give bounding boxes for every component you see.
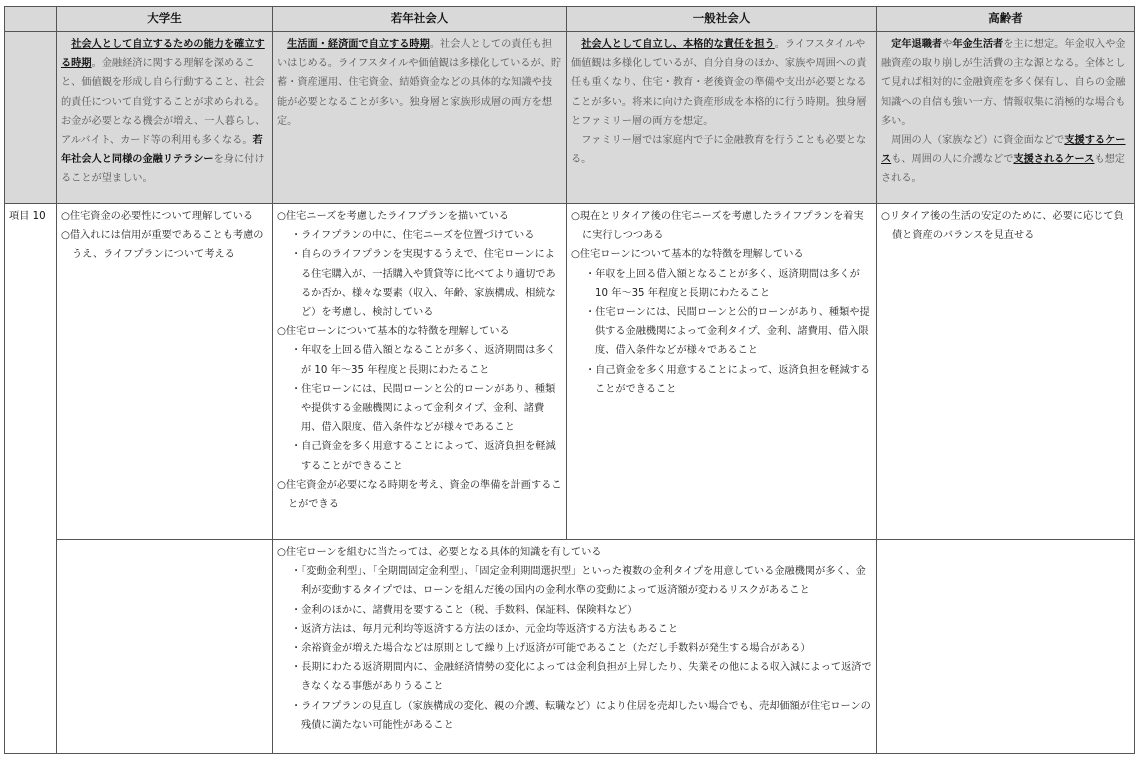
description-elderly-text bbox=[881, 35, 1130, 131]
loan-row-knowledge bbox=[273, 540, 877, 754]
description-young-body: 。社会人としての責任も担いはじめる。ライフスタイルや価値観は多様化しているが、貯蓄・資産運用、住宅資金、結婚資金などの具体的な知識や技能が必要となることが多い。独身層と家族形成層の両方を想定。 bbox=[277, 39, 562, 127]
item10-elderly bbox=[877, 204, 1135, 540]
description-general-worker bbox=[567, 32, 877, 204]
item10-student-item-2: ○借入れには信用が重要であることも考慮のうえ、ライフプランについて考える bbox=[61, 230, 264, 261]
description-young-text bbox=[277, 35, 562, 131]
description-elderly-support-1: 周囲の人（家族など）に資金面などで bbox=[891, 135, 1065, 147]
loan-sub-6: ・ライフプランの見直し（家族構成の変化、親の介護、転職など）により住居を売却したい場合でも、売却価額が住宅ローンの残債に満たない可能性があること bbox=[291, 700, 871, 731]
description-general-body: 。ライフスタイルや価値観は多様化しているが、自分自身のほか、家族や周囲への責任も重くなり、住宅・教育・老後資金の準備や支出が必要となることが多い。将来に向けた資産形成を本格的に行う時期。独身層とファミリー層の両方を想定。 bbox=[571, 39, 867, 127]
item10-elderly-item-1: ○リタイア後の生活の安定のために、必要に応じて負債と資産のバランスを見直せる bbox=[881, 211, 1124, 242]
item10-student-item-1: ○住宅資金の必要性について理解している bbox=[61, 211, 254, 222]
loan-row bbox=[5, 540, 1135, 754]
loan-sub-3: ・返済方法は、毎月元利均等返済する方法のほか、元金均等返済する方法もあること bbox=[291, 623, 679, 635]
item10-general-sub-3: ・自己資金を多く用意することによって、返済負担を軽減することができること bbox=[585, 364, 871, 395]
item10-young-sub-3: ・年収を上回る借入額となることが多く、返済期間は多くが 10 年～35 年程度と長期にわたること bbox=[291, 345, 556, 376]
description-student-body: 。金融経済に関する理解を深めること、価値観を形成し自ら行動すること、社会的責任について自覚することが求められる。お金が必要となる機会が増え、一人暮らし、アルバイト、カード等の利用も多くなる。 bbox=[61, 58, 266, 147]
description-elderly-emphasis-2: 支援されるケース bbox=[1013, 154, 1095, 166]
description-elderly bbox=[877, 32, 1135, 204]
description-student-emphasis: 社会人として自立するための能力を確立する時期 bbox=[61, 39, 265, 70]
item10-young-sub-1: ・ライフプランの中に、住宅ニーズを位置づけている bbox=[291, 230, 535, 242]
loan-sub-4: ・余裕資金が増えた場合などは原則として繰り上げ返済が可能であること（ただし手数料が発生する場合がある） bbox=[291, 643, 811, 655]
description-young-worker bbox=[273, 32, 567, 204]
loan-item-1: ○住宅ローンを組むに当たっては、必要となる具体的知識を有している bbox=[277, 547, 602, 558]
description-elderly-bold-2: 年金生活者 bbox=[952, 39, 1004, 50]
description-student-tail: を身に付けることが望ましい。 bbox=[61, 154, 265, 185]
item10-young-item-3: ○住宅資金が必要になる時期を考え、資金の準備を計画することができる bbox=[277, 479, 562, 511]
item10-young-sub-4: ・住宅ローンには、民間ローンと公的ローンがあり、種類や提供する金融機関によって金利タイプ、金利、諸費用、借入限度、借入条件などが様々であること bbox=[291, 383, 556, 434]
header-corner bbox=[5, 7, 57, 32]
header-young-worker: 若年社会人 bbox=[273, 7, 567, 32]
description-young-emphasis: 生活面・経済面で自立する時期 bbox=[287, 39, 430, 50]
header-student: 大学生 bbox=[57, 7, 273, 32]
item10-young-sub-2: ・自らのライフプランを実現するうえで、住宅ローンによる住宅購入が、一括購入や賃貸等に比べてより適切であるか否か、様々な要素（収入、年齢、家族構成、相続など）を考慮し、検討している bbox=[291, 249, 556, 319]
item10-student bbox=[57, 204, 273, 540]
description-elderly-support-2: も、周囲の人に介護などで bbox=[891, 154, 1014, 166]
loan-sub-1: ・「変動金利型」、「全期間固定金利型」、「固定金利期間選択型」といった複数の金利タイプを用意している金融機関が多く、金利が変動するタイプでは、ローンを組んだ後の国内の金利水準の変動によって返済額が変わるリスクがあること bbox=[291, 566, 866, 597]
item10-young-worker bbox=[273, 204, 567, 540]
description-elderly-conj: や bbox=[942, 39, 953, 50]
description-elderly-support-3: も想定される。 bbox=[881, 154, 1125, 185]
header-general-worker: 一般社会人 bbox=[567, 7, 877, 32]
loan-row-student bbox=[57, 540, 273, 754]
item10-young-sub-5: ・自己資金を多く用意することによって、返済負担を軽減することができること bbox=[291, 441, 556, 472]
item10-general-item-1: ○現在とリタイア後の住宅ニーズを考慮したライフプランを着実に実行しつつある bbox=[571, 211, 864, 242]
description-elderly-body: を主に想定。年金収入や金融資産の取り崩しが生活費の主な源となる。全体として見れば相対的に金融資産を多く保有し、自らの金融知識への自信も強い一方、情報収集に消極的な場合も多い。 bbox=[881, 39, 1126, 127]
description-elderly-emphasis-1: 支援するケース bbox=[881, 135, 1126, 166]
loan-sub-5: ・長期にわたる返済期間内に、金融経済情勢の変化によっては金利負担が上昇したり、失業その他による収入減によって返済できなくなる事態がありうること bbox=[291, 662, 872, 693]
description-row-label bbox=[5, 32, 57, 204]
description-general-text bbox=[571, 35, 872, 131]
header-row bbox=[5, 7, 1135, 32]
item10-general-item-2: ○住宅ローンについて基本的な特徴を理解している bbox=[571, 249, 804, 261]
literacy-table bbox=[4, 6, 1135, 754]
loan-sub-2: ・金利のほかに、諸費用を要すること（税、手数料、保証料、保険料など） bbox=[291, 604, 638, 616]
loan-row-elderly bbox=[877, 540, 1135, 754]
description-student-bold: 若年社会人と同様の金融リテラシー bbox=[61, 135, 263, 166]
item10-general-sub-2: ・住宅ローンには、民間ローンと公的ローンがあり、種類や提供する金融機関によって金利タイプ、金利、諸費用、借入限度、借入条件などが様々であること bbox=[585, 307, 870, 357]
description-row bbox=[5, 32, 1135, 204]
description-elderly-bold-1: 定年退職者 bbox=[891, 39, 943, 50]
description-general-family: ファミリー層では家庭内で子に金融教育を行うことも必要となる。 bbox=[571, 135, 867, 166]
description-general-emphasis: 社会人として自立し、本格的な責任を担う bbox=[581, 39, 775, 50]
description-student bbox=[57, 32, 273, 204]
item10-young-item-2: ○住宅ローンについて基本的な特徴を理解している bbox=[277, 326, 510, 338]
item10-general-worker bbox=[567, 204, 877, 540]
header-elderly: 高齢者 bbox=[877, 7, 1135, 32]
item10-general-sub-1: ・年収を上回る借入額となることが多く、返済期間は多くが 10 年～35 年程度と長期にわたること bbox=[585, 268, 860, 299]
item10-label: 項目 10 bbox=[5, 204, 57, 754]
description-elderly-support bbox=[881, 131, 1130, 189]
item10-row bbox=[5, 204, 1135, 540]
description-student-text bbox=[61, 35, 268, 189]
item10-young-item-1: ○住宅ニーズを考慮したライフプランを描いている bbox=[277, 211, 509, 222]
